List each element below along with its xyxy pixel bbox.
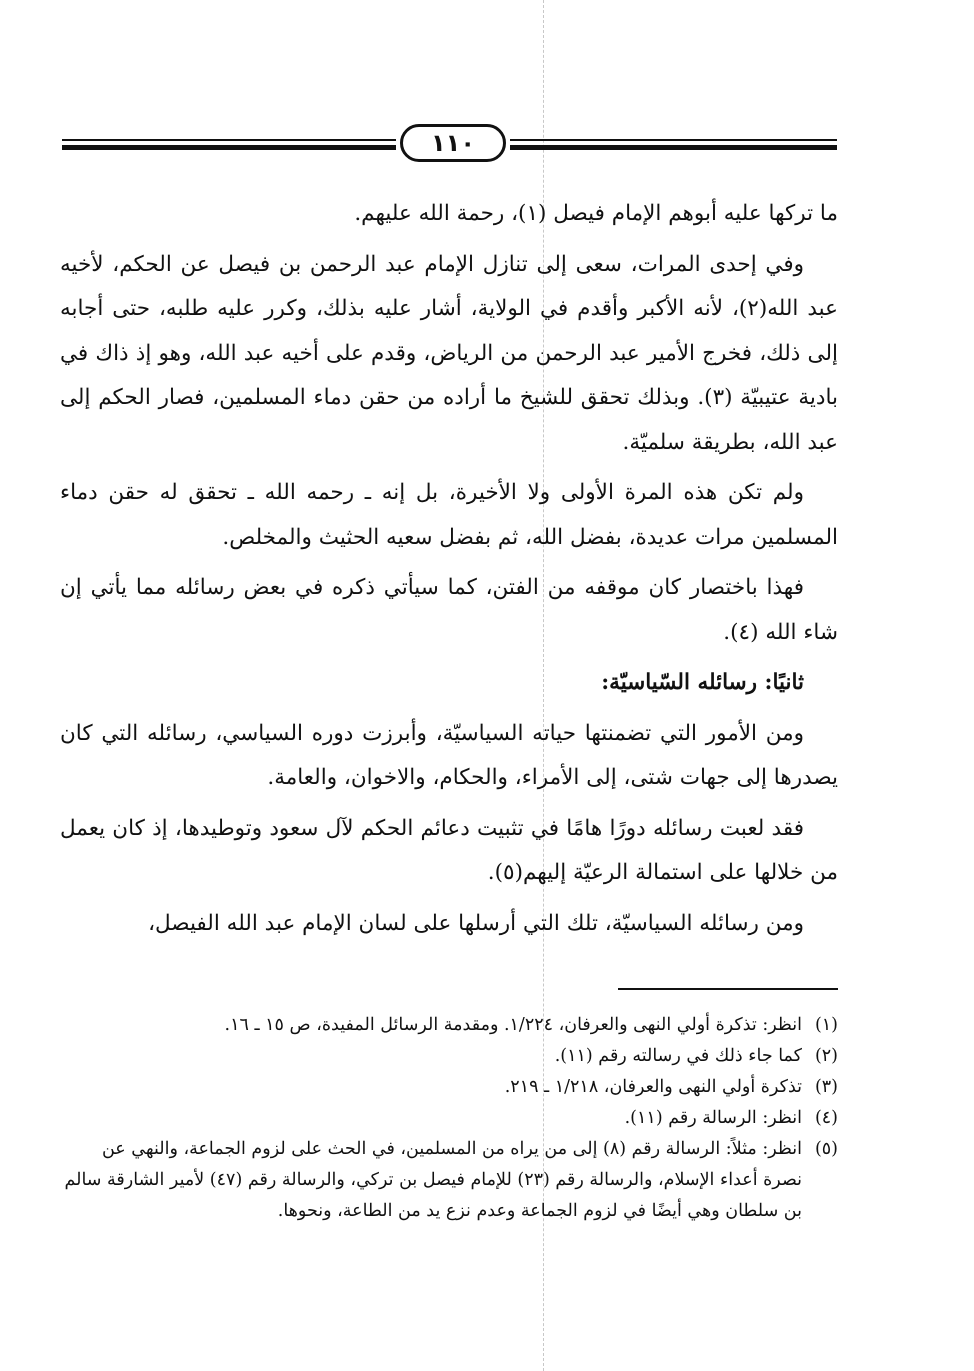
footnote-text: انظر: الرسالة رقم (١١).: [624, 1108, 802, 1128]
page-header: [62, 122, 837, 166]
footnote: [60, 1072, 838, 1103]
main-text: [60, 192, 838, 952]
paragraph: ما تركها عليه أبوهم الإمام فيصل (١)، رحمة الله عليهم.: [354, 201, 838, 226]
footnote-text: تذكرة أولي النهى والعرفان، ١/٢١٨ ـ ٢١٩.: [504, 1077, 802, 1097]
footnote-text: انظر: مثلاً: الرسالة رقم (٨) إلى من يراه من المسلمين، في الحث على لزوم الجماعة، والنهي عن نصرة أعداء الإسلام، والرسالة رقم (٢٣) للإمام فيصل بن تركي، والرسالة رقم (٤٧) لأمير الشارقة سالم بن سلطان وهي أيضًا في لزوم الجماعة وعدم نزع يد من الطاعة، ونحوها.: [64, 1139, 802, 1221]
footnote-text: انظر: تذكرة أولي النهى والعرفان، ١/٢٢٤. ومقدمة الرسائل المفيدة، ص ١٥ ـ ١٦.: [224, 1015, 802, 1035]
page-number: ١١٠: [400, 124, 506, 162]
footnote-number: (١): [814, 1015, 838, 1035]
footnote: [60, 1103, 838, 1134]
paragraph: ولم تكن هذه المرة الأولى ولا الأخيرة، بل إنه ـ رحمه الله ـ تحقق له حقن دماء المسلمين مرات عديدة، بفضل الله، ثم بفضل سعيه الحثيث والمخلص.: [60, 480, 838, 550]
paragraph: وفي إحدى المرات، سعى إلى تنازل الإمام عبد الرحمن بن فيصل عن الحكم، لأخيه عبد الله(٢)، لأنه الأكبر وأقدم في الولاية، أشار عليه بذلك، وكرر عليه طلبه، حتى أجابه إلى ذلك، فخرج الأمير عبد الرحمن من الرياض، وقدم على أخيه عبد الله، وهو إذ ذاك في بادية عتيبيّة (٣). وبذلك تحقق للشيخ ما أراده من حقن دماء المسلمين، فصار الحكم إلى عبد الله، بطريقة سلميّة.: [60, 251, 839, 455]
footnotes: [60, 1010, 838, 1227]
footnote: [60, 1041, 838, 1072]
footnote: [60, 1010, 838, 1041]
header-rule-right: [510, 139, 837, 151]
paragraph: فهذا باختصار كان موقفه من الفتن، كما سيأتي ذكره في بعض رسائله مما يأتي إن شاء الله (٤).: [60, 575, 838, 645]
paragraph: ومن رسائله السياسيّة، تلك التي أرسلها على لسان الإمام عبد الله الفيصل،: [148, 910, 804, 936]
paragraph: فقد لعبت رسائله دورًا هامًا في تثبيت دعائم الحكم لآل سعود وتوطيدها، إذ كان يعمل من خلالها على استمالة الرعيّة إليهم(٥).: [60, 815, 838, 885]
footnote: [60, 1134, 838, 1227]
footnote-text: كما جاء ذلك في رسالته رقم (١١).: [554, 1046, 802, 1066]
footnote-number: (٢): [814, 1046, 838, 1066]
footnote-separator: [618, 988, 838, 990]
section-heading: ثانيًا: رسائله السّياسيّة:: [601, 670, 804, 695]
header-rule-left: [62, 139, 396, 151]
paragraph: ومن الأمور التي تضمنتها حياته السياسيّة، وأبرزت دوره السياسي، رسائله التي كان يصدرها إلى جهات شتى، إلى الأمراء، والحكام، والاخوان، والعامة.: [60, 720, 838, 790]
footnote-number: (٥): [814, 1139, 838, 1159]
footnote-number: (٤): [814, 1108, 838, 1128]
footnote-number: (٣): [814, 1077, 838, 1097]
